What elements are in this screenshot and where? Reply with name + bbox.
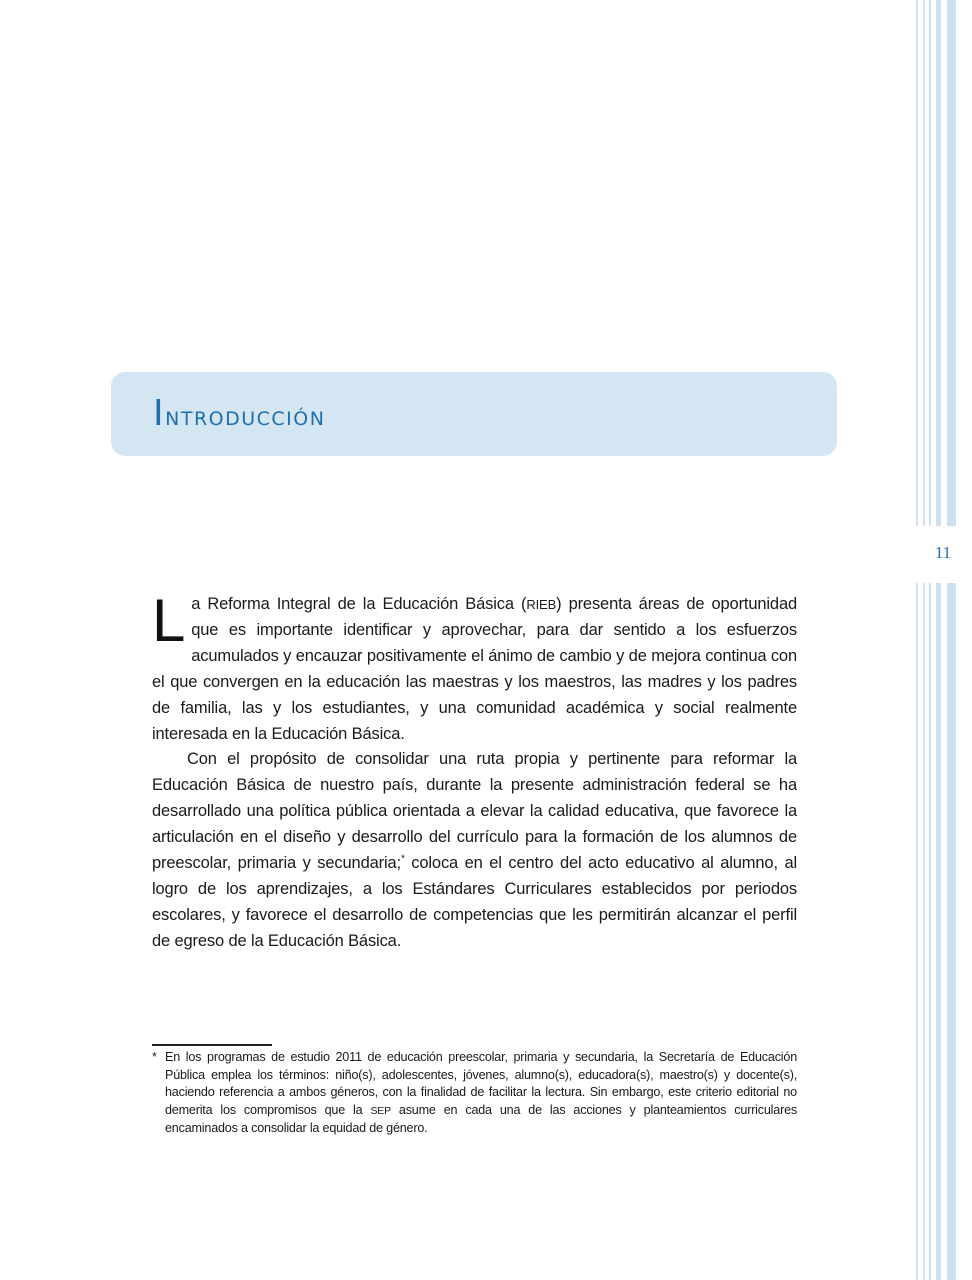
stripe <box>947 0 956 526</box>
stripe <box>936 583 941 1280</box>
paragraph-1 <box>152 587 797 747</box>
stripe <box>947 583 956 1280</box>
abbreviation-sep: SEP <box>370 1104 391 1117</box>
stripe <box>923 0 925 526</box>
drop-cap: L <box>152 587 186 654</box>
body-text <box>152 587 797 955</box>
title-initial: I <box>153 393 166 434</box>
footnote-reference: * <box>400 853 405 865</box>
footnote-mark: * <box>152 1050 157 1064</box>
stripe <box>916 0 918 526</box>
footnote-text-b: asume en cada una de las acciones y planteamientos curriculares encaminados a consolidar la equidad de género. <box>165 1102 797 1136</box>
stripe <box>936 0 941 526</box>
paragraph-1-text-a: a Reforma Integral de la Educación Básica ( <box>191 595 527 613</box>
footnote-divider <box>152 1044 272 1046</box>
stripe <box>929 583 931 1280</box>
paragraph-2-text-b: coloca en el centro del acto educativo al alumno, al logro de los aprendizajes, a los Estándares Curriculares establecidos por periodos escolares, y favorece el desarrollo de competencias que les permitirán alcanzar el perfil de egreso de la Educación Básica. <box>152 854 797 950</box>
footnote-text-a: En los programas de estudio 2011 de educación preescolar, primaria y secundaria, la Secretaría de Educación Pública emplea los términos: niño(s), adolescentes, jóvenes, alumno(s), educadora(s), maestro(s) y docente(s), haciendo referencia a ambos géneros, con la finalidad de facilitar la lectura. Sin embargo, este criterio editorial no demerita los compromisos que la <box>165 1050 797 1117</box>
stripe <box>929 0 931 526</box>
abbreviation-rieb: RIEB <box>526 597 557 612</box>
section-title <box>153 394 325 437</box>
paragraph-2 <box>152 747 797 954</box>
paragraph-1-text-b: ) presenta áreas de oportunidad que es importante identificar y aprovechar, para dar sentido a los esfuerzos acumulados y encauzar positivamente el ánimo de cambio y de mejora continua con el que convergen en la educación las maestras y los maestros, las madres y los padres de familia, las y los estudiantes, y una comunidad académica y social realmente interesada en la Educación Básica. <box>152 595 797 743</box>
stripe <box>923 583 925 1280</box>
title-rest: ntroducción <box>165 401 326 432</box>
stripe <box>916 583 918 1280</box>
page-number: 11 <box>934 543 952 562</box>
paragraph-2-text-a: Con el propósito de consolidar una ruta propia y pertinente para reformar la Educación Básica de nuestro país, durante la presente administración federal se ha desarrollado una política pública orientada a elevar la calidad educativa, que favorece la articulación en el diseño y desarrollo del currículo para la formación de los alumnos de preescolar, primaria y secundaria; <box>152 750 797 873</box>
footnote <box>152 1049 797 1138</box>
footnote-text <box>165 1049 797 1138</box>
section-title-band <box>111 372 837 456</box>
